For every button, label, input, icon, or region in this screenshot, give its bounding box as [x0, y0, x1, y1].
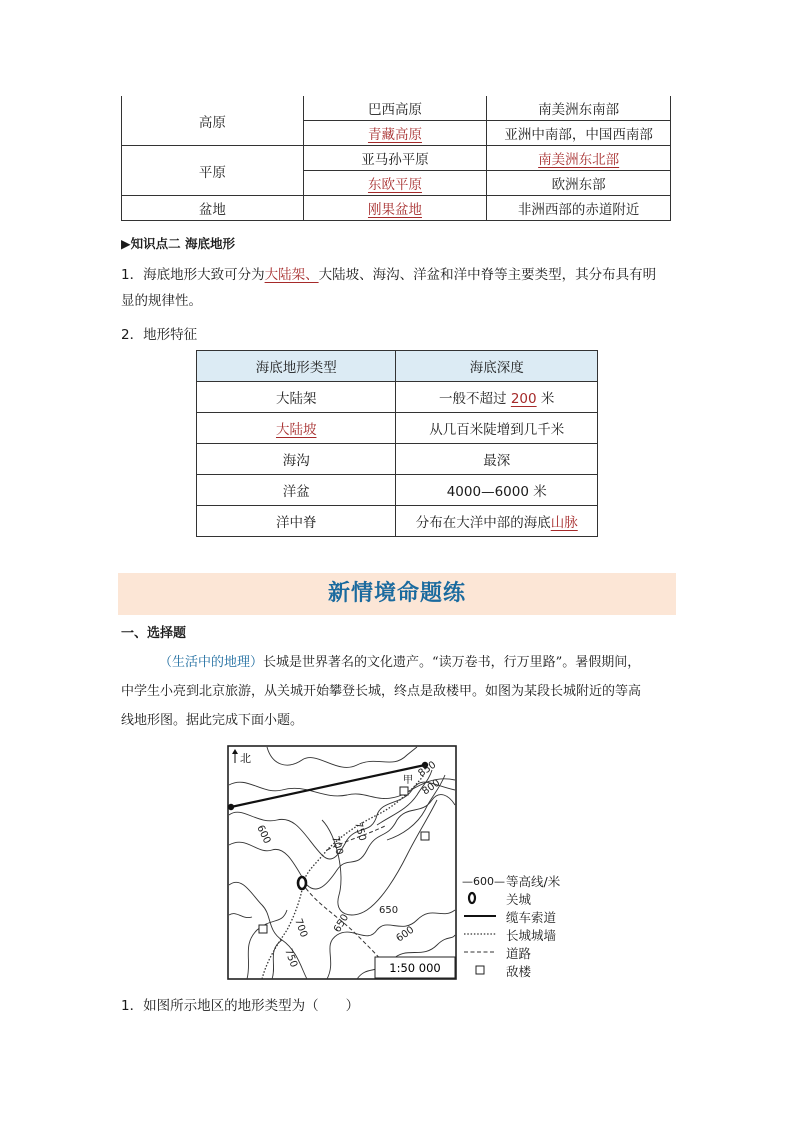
seafloor-type: 海沟	[197, 444, 396, 475]
seafloor-type: 洋中脊	[197, 506, 396, 537]
legend-contour-symbol: —600—	[462, 874, 505, 888]
seafloor-depth: 一般不超过 200 米	[396, 382, 598, 413]
table-row	[197, 382, 598, 413]
table-row	[122, 196, 671, 221]
column-header: 海底深度	[396, 351, 598, 382]
contour-label: 600	[394, 924, 417, 945]
question-stem: （生活中的地理）长城是世界著名的文化遗产。“读万卷书，行万里路”。暑假期间， 中学生小亮到北京旅游，从关城开始攀登长城，终点是敌楼甲。如图为某段长城附近的等高 线地形图。据此完成下面小题。	[121, 655, 642, 728]
contour-label: 850	[416, 759, 439, 780]
legend-item: 道路	[462, 944, 592, 962]
seafloor-type: 大陆架	[197, 382, 396, 413]
legend-item: 关城	[462, 890, 592, 908]
contour-label: 800	[420, 777, 443, 798]
pass-marker	[298, 877, 306, 889]
table-row	[122, 96, 671, 121]
contour-label: 750	[352, 820, 368, 843]
contour-label: 700	[329, 834, 345, 857]
map-frame	[228, 746, 456, 979]
legend-item: 敌楼	[462, 962, 592, 980]
seafloor-depth: 最深	[396, 444, 598, 475]
table-header-row	[197, 351, 598, 382]
pass-icon	[462, 891, 506, 908]
landform-name-answer: 东欧平原	[303, 171, 487, 196]
table-row	[197, 475, 598, 506]
section-banner: 新情境命题练	[118, 573, 676, 615]
contour-label: 750	[282, 947, 300, 969]
seafloor-depth: 分布在大洋中部的海底山脉	[396, 506, 598, 537]
landform-name-answer: 刚果盆地	[303, 196, 487, 221]
cable-car-station	[228, 804, 234, 810]
paragraph-1: 1．海底地形大致可分为大陆架、大陆坡、海沟、洋盆和洋中脊等主要类型，其分布具有明 显的规律性。	[121, 267, 657, 309]
seafloor-type-answer: 大陆坡	[197, 413, 396, 444]
seafloor-type: 洋盆	[197, 475, 396, 506]
table-row	[122, 146, 671, 171]
landform-location: 非洲西部的赤道附近	[487, 196, 671, 221]
seafloor-depth: 从几百米陡增到几千米	[396, 413, 598, 444]
cable-car-icon	[462, 909, 506, 926]
landform-name-answer: 青藏高原	[303, 121, 487, 146]
seafloor-table	[196, 350, 598, 537]
table-row	[197, 506, 598, 537]
contour-map	[227, 745, 457, 980]
seafloor-depth: 4000—6000 米	[396, 475, 598, 506]
landform-table	[121, 96, 671, 221]
landform-type: 平原	[122, 146, 304, 196]
landform-type: 盆地	[122, 196, 304, 221]
landform-name: 亚马孙平原	[303, 146, 487, 171]
map-scale: 1:50 000	[389, 961, 441, 975]
landform-location: 南美洲东南部	[487, 96, 671, 121]
column-header: 海底地形类型	[197, 351, 396, 382]
north-label: 北	[240, 752, 251, 765]
legend-item: —600— 等高线/米	[462, 874, 561, 889]
contour-label: 600	[254, 823, 273, 846]
landform-name: 巴西高原	[303, 96, 487, 121]
paragraph-2: 2．地形特征	[121, 327, 198, 343]
landform-location: 亚洲中南部，中国西南部	[487, 121, 671, 146]
tower-marker	[400, 787, 408, 795]
landform-type: 高原	[122, 96, 304, 146]
landform-location-answer: 南美洲东北部	[487, 146, 671, 171]
jia-label: 甲	[403, 775, 413, 786]
legend-item: 缆车索道	[462, 908, 592, 926]
contour-label: 650	[332, 912, 352, 935]
map-legend	[462, 872, 592, 980]
section-heading: 一、选择题	[121, 626, 187, 641]
table-row	[197, 413, 598, 444]
legend-item: 长城城墙	[462, 926, 592, 944]
table-row	[197, 444, 598, 475]
contour-label: 650	[379, 905, 399, 916]
wall-icon	[462, 927, 506, 944]
road-icon	[462, 945, 506, 962]
question-1: 1．如图所示地区的地形类型为（ ）	[121, 998, 360, 1014]
tower-marker	[259, 925, 267, 933]
contour-label: 700	[292, 917, 310, 939]
tower-marker	[421, 832, 429, 840]
tower-icon	[462, 963, 506, 980]
landform-location: 欧洲东部	[487, 171, 671, 196]
knowledge-point-title: ▶知识点二 海底地形	[121, 236, 235, 251]
